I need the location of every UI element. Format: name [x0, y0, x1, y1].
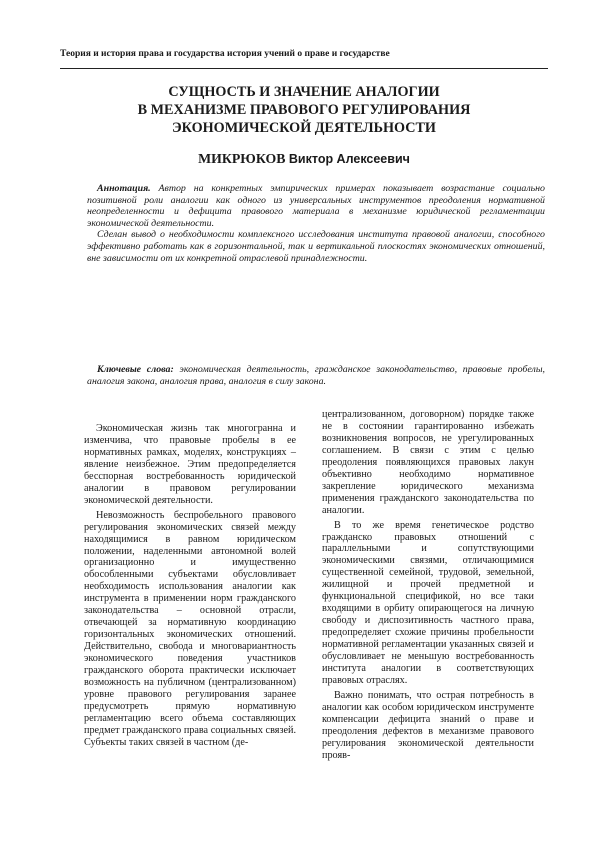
- body-paragraph: централизованном, договорном) порядке также не в состоянии гарантированно избежать возникновения вопросов, не урегулированных соглашением. В связи с этим с целью преодоления появляющихся правовых лакун объективно необходимо нормативное закрепление юридического механизма применения гражданского законодательства по аналогии.: [322, 409, 534, 516]
- keywords-text: экономическая деятельность, гражданское законодательство, правовые пробелы, аналогия закона, аналогия права, аналогия в силу закона.: [87, 364, 545, 387]
- abstract-paragraph: [87, 183, 545, 229]
- article-title: [60, 83, 548, 137]
- body-paragraph: В то же время генетическое родство гражданско правовых отношений с параллельными и сопутствующими экономическими связями, отличающимися существенной семейной, трудовой, земельной, жилищной и прочей предметной и функциональной спецификой, но все таки входящими в орбиту опирающегося на личную свободу и диспозитивность частного права, предопределяет схожие причины пробельности нормативной регламентации указанных связей и обусловливает не меньшую востребованность института аналогии в соответствующих правовых отраслях.: [322, 519, 534, 686]
- body-paragraph: Экономическая жизнь так многогранна и изменчива, что правовые пробелы в ее нормативных рамках, моделях, конструкциях – явление неизбежное. Этим предопределяется бесспорная востребованность юридической аналогии в правовом регулировании экономической деятельности.: [84, 423, 296, 506]
- abstract: [87, 183, 545, 264]
- keywords-label: Ключевые слова:: [97, 364, 174, 375]
- body-paragraph: Важно понимать, что острая потребность в аналогии как особом юридическом инструменте компенсации дефицита знаний о праве и преодоления дефектов в механизме правового регулирования экономической деятельности прояв-: [322, 689, 534, 761]
- author-surname: МИКРЮКОВ: [198, 151, 286, 166]
- body-paragraph: Невозможность беспробельного правового регулирования экономических связей между находящимися в равном юридическом положении, наделенными автономной волей организационно и имущественно обособленными субъектами обусловливает необходимость использования аналогии как инструмента в применении норм гражданского законодательства – основной отрасли, отвечающей за нормативную координацию горизонтальных экономических отношений. Действительно, свобода и многовариантность экономического поведения участников гражданского оборота практически исключает возможность на публичном (централизованном) уровне правового регулирования заранее предусмотреть прямую нормативную регламентацию всего объема составляющих предмет гражданского права социальных связей. Субъекты таких связей в частном (де-: [84, 509, 296, 748]
- title-line: В МЕХАНИЗМЕ ПРАВОВОГО РЕГУЛИРОВАНИЯ: [137, 102, 471, 118]
- abstract-text: Автор на конкретных эмпирических примерах показывает возрастание социально позитивной роли аналогии как одного из универсальных инструментов преодоления нормативной неопределенности и дефицита правового материала в механизме юридической регламентации экономической деятельности.: [87, 183, 545, 229]
- title-line: ЭКОНОМИЧЕСКОЙ ДЕЯТЕЛЬНОСТИ: [172, 120, 436, 136]
- abstract-paragraph: Сделан вывод о необходимости комплексного исследования института правовой аналогии, способного эффективно работать как в горизонтальной, так и вертикальной плоскостях экономических отношений, вне зависимости от их конкретной отраслевой принадлежности.: [87, 229, 545, 264]
- header-rule: [60, 68, 548, 69]
- body-column-right: [322, 409, 534, 765]
- title-line: СУЩНОСТЬ И ЗНАЧЕНИЕ АНАЛОГИИ: [168, 84, 440, 100]
- body-column-left: [84, 423, 296, 752]
- author-given-name: Виктор Алексеевич: [288, 152, 410, 166]
- keywords: [87, 364, 545, 387]
- author-name: [60, 150, 548, 168]
- abstract-label: Аннотация.: [97, 183, 151, 194]
- running-head: Теория и история права и государства история учений о праве и государстве: [60, 49, 390, 59]
